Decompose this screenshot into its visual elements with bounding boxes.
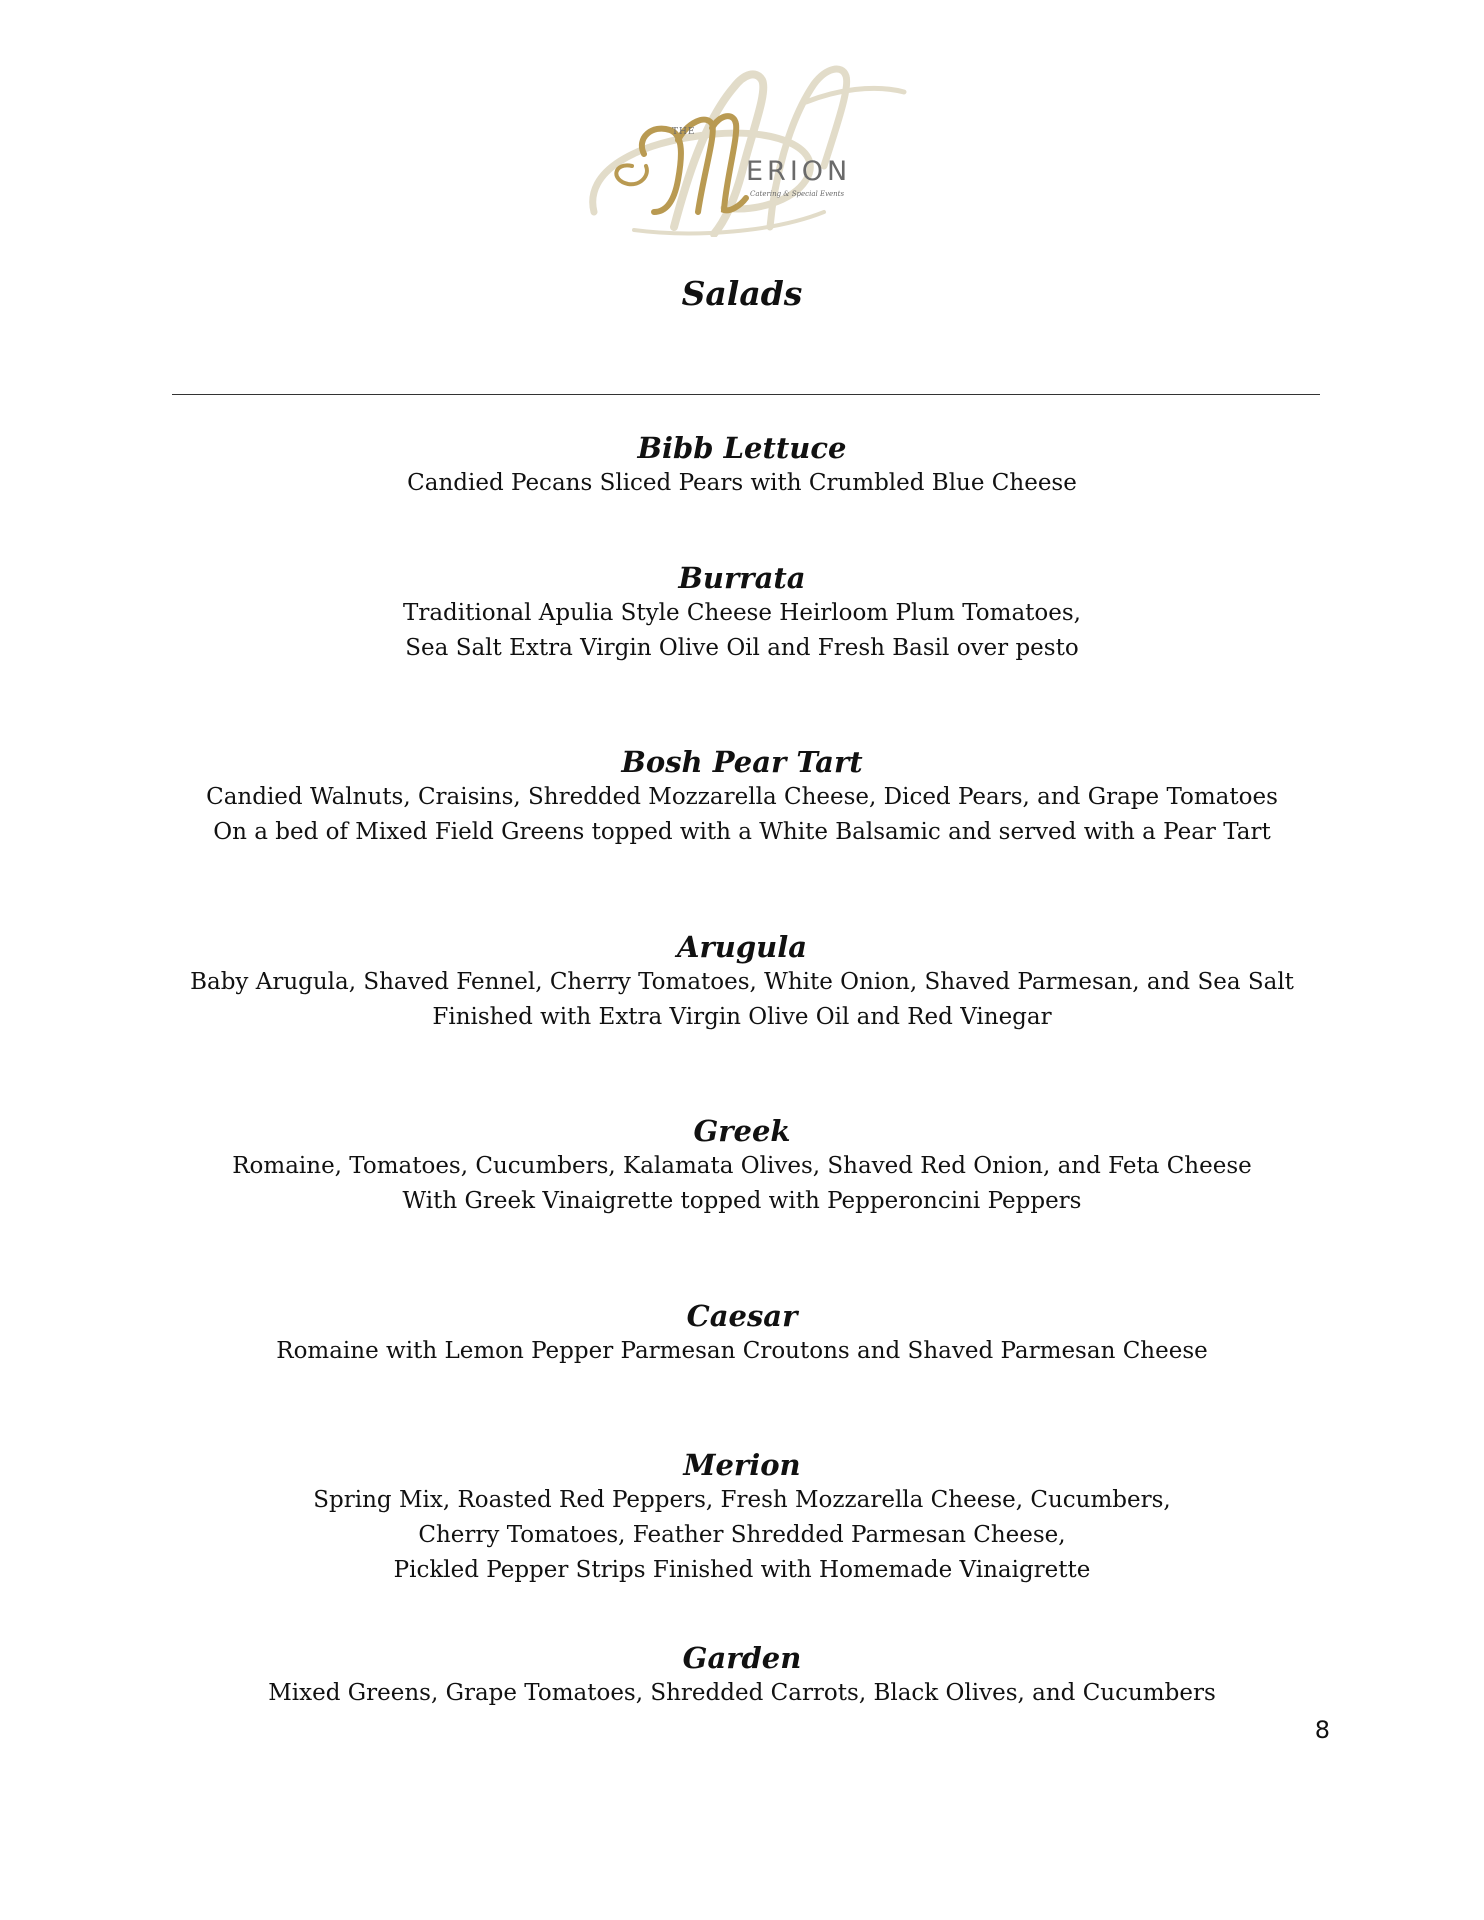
menu-item-title: Burrata [678, 561, 806, 595]
logo-flourish [593, 69, 904, 234]
menu-item-description: On a bed of Mixed Field Greens topped with a White Balsamic and served with a Pear Tart [213, 819, 1271, 845]
menu-item-description: Romaine, Tomatoes, Cucumbers, Kalamata Olives, Shaved Red Onion, and Feta Cheese [232, 1153, 1252, 1179]
menu-item-description: Pickled Pepper Strips Finished with Homemade Vinaigrette [393, 1557, 1091, 1583]
menu-item-title: Arugula [676, 930, 808, 964]
menu-item-arugula [0, 929, 1484, 1035]
menu-item-caesar [0, 1298, 1484, 1369]
menu-item-title: Caesar [686, 1299, 798, 1333]
menu-item-description: Mixed Greens, Grape Tomatoes, Shredded Carrots, Black Olives, and Cucumbers [268, 1680, 1216, 1706]
menu-item-garden [0, 1640, 1484, 1711]
menu-item-bibb-lettuce [0, 430, 1484, 501]
menu-item-description: Baby Arugula, Shaved Fennel, Cherry Tomatoes, White Onion, Shaved Parmesan, and Sea Salt [190, 969, 1294, 995]
menu-item-greek [0, 1113, 1484, 1219]
menu-item-title: Garden [682, 1641, 802, 1675]
menu-item-merion [0, 1447, 1484, 1588]
menu-item-description: Candied Pecans Sliced Pears with Crumbled Blue Cheese [407, 470, 1077, 496]
menu-item-description: Spring Mix, Roasted Red Peppers, Fresh Mozzarella Cheese, Cucumbers, [313, 1487, 1171, 1513]
menu-item-description: Sea Salt Extra Virgin Olive Oil and Fresh Basil over pesto [405, 635, 1079, 661]
menu-item-burrata [0, 560, 1484, 666]
menu-item-description: Cherry Tomatoes, Feather Shredded Parmesan Cheese, [418, 1522, 1066, 1548]
menu-item-title: Greek [693, 1114, 791, 1148]
menu-item-bosh-pear-tart [0, 744, 1484, 850]
menu-item-description: Candied Walnuts, Craisins, Shredded Mozzarella Cheese, Diced Pears, and Grape Tomatoes [206, 784, 1278, 810]
menu-item-description: Romaine with Lemon Pepper Parmesan Croutons and Shaved Parmesan Cheese [276, 1338, 1208, 1364]
logo-tagline: Catering & Special Events [750, 190, 845, 198]
menu-item-title: Bibb Lettuce [637, 431, 847, 465]
menu-item-title: Merion [683, 1448, 801, 1482]
title-divider [172, 394, 1320, 395]
page-title: Salads [681, 274, 803, 313]
merion-logo [574, 62, 914, 237]
menu-item-title: Bosh Pear Tart [621, 745, 863, 779]
menu-item-description: Traditional Apulia Style Cheese Heirloom Plum Tomatoes, [403, 600, 1081, 626]
logo-the-text: THE [672, 127, 696, 137]
page-number: 8 [1314, 1716, 1330, 1744]
menu-item-description: Finished with Extra Virgin Olive Oil and Red Vinegar [432, 1004, 1052, 1030]
menu-item-description: With Greek Vinaigrette topped with Pepperoncini Peppers [402, 1188, 1082, 1214]
logo-wordmark: ERION [746, 156, 852, 187]
